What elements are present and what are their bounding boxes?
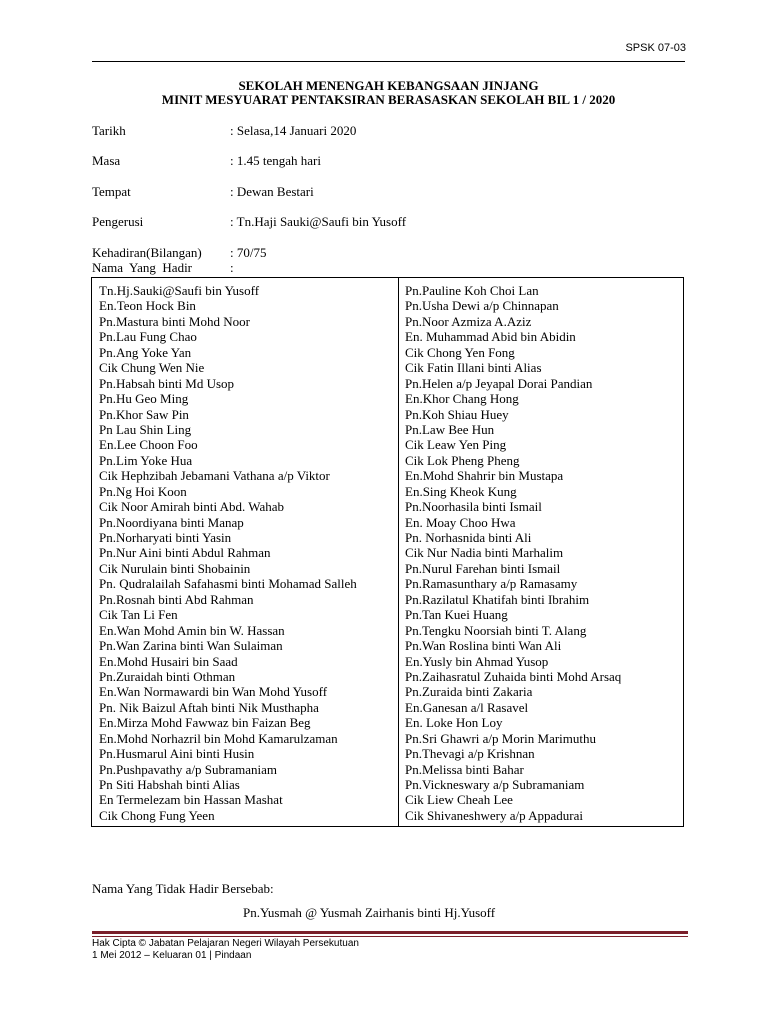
attendee-name: Pn.Pushpavathy a/p Subramaniam — [99, 761, 278, 777]
attendee-name: Pn.Rosnah binti Abd Rahman — [99, 591, 254, 607]
attendee-name: Pn.Khor Saw Pin — [99, 406, 189, 422]
attendee-name: Pn.Usha Dewi a/p Chinnapan — [405, 298, 559, 314]
pengerusi-value: : Tn.Haji Sauki@Saufi bin Yusoff — [230, 214, 407, 229]
attendee-name: Pn.Pauline Koh Choi Lan — [405, 283, 539, 298]
attendee-name: Cik Shivaneshwery a/p Appadurai — [405, 807, 583, 823]
tarikh-label: Tarikh — [92, 123, 126, 138]
attendee-name: Pn.Wan Zarina binti Wan Sulaiman — [99, 638, 283, 654]
attendee-name: Pn.Lim Yoke Hua — [99, 452, 193, 468]
attendance-table — [91, 277, 684, 827]
attendee-name: En.Lee Choon Foo — [99, 437, 198, 453]
school-title: SEKOLAH MENENGAH KEBANGSAAN JINJANG — [238, 78, 539, 93]
attendee-name: Pn.Razilatul Khatifah binti Ibrahim — [405, 591, 590, 607]
attendee-name: Tn.Hj.Sauki@Saufi bin Yusoff — [99, 283, 260, 298]
masa-label: Masa — [92, 153, 121, 168]
attendee-name: Cik Tan Li Fen — [99, 607, 178, 623]
attendee-name: Cik Leaw Yen Ping — [405, 437, 507, 453]
attendee-name: Pn.Ang Yoke Yan — [99, 344, 192, 360]
attendance-column-left — [92, 278, 399, 826]
attendee-name: En.Mohd Shahrir bin Mustapa — [405, 468, 564, 484]
attendee-name: Pn.Lau Fung Chao — [99, 329, 197, 345]
attendee-name: En.Mirza Mohd Fawwaz bin Faizan Beg — [99, 715, 311, 731]
attendee-name: Pn. Nik Baizul Aftah binti Nik Musthapha — [99, 699, 319, 715]
attendee-name: Pn.Thevagi a/p Krishnan — [405, 746, 535, 762]
attendee-name: Pn.Melissa binti Bahar — [405, 761, 524, 777]
attendee-name: En.Mohd Husairi bin Saad — [99, 653, 238, 669]
attendee-name: En.Ganesan a/l Rasavel — [405, 699, 529, 715]
attendee-name: Cik Chong Fung Yeen — [99, 807, 215, 823]
attendee-name: Pn.Norharyati binti Yasin — [99, 530, 232, 545]
attendee-name: Cik Nurulain binti Shobainin — [99, 560, 251, 576]
attendee-name: En.Wan Normawardi bin Wan Mohd Yusoff — [99, 684, 328, 700]
attendee-name: En. Loke Hon Loy — [405, 715, 503, 731]
meta-pengerusi — [92, 215, 406, 229]
attendee-name: En Termelezam bin Hassan Mashat — [99, 792, 283, 808]
copyright-line: Hak Cipta © Jabatan Pelajaran Negeri Wilayah Persekutuan — [92, 938, 359, 949]
footer-rule — [92, 931, 688, 934]
attendee-name: En.Sing Kheok Kung — [405, 483, 517, 499]
attendee-name: Pn.Husmarul Aini binti Husin — [99, 746, 255, 762]
attendee-name: Cik Nur Nadia binti Marhalim — [405, 545, 564, 561]
attendee-name: Cik Noor Amirah binti Abd. Wahab — [99, 499, 285, 515]
attendee-name: Cik Fatin Illani binti Alias — [405, 360, 542, 376]
pengerusi-label: Pengerusi — [92, 214, 144, 229]
attendee-name: Cik Hephzibah Jebamani Vathana a/p Viktor — [99, 468, 330, 484]
tarikh-value: : Selasa,14 Januari 2020 — [230, 123, 357, 138]
hadir-value: : — [230, 260, 234, 275]
attendee-name: Pn.Zuraidah binti Othman — [99, 668, 236, 684]
hadir-label: Nama Yang Hadir — [92, 260, 193, 275]
footer — [92, 938, 359, 962]
meta-tarikh — [92, 124, 356, 138]
attendee-name: Pn.Sri Ghawri a/p Morin Marimuthu — [405, 730, 597, 746]
attendance-column-right — [399, 278, 683, 826]
attendee-name: Pn.Mastura binti Mohd Noor — [99, 313, 250, 329]
attendee-name: Pn.Wan Roslina binti Wan Ali — [405, 638, 562, 654]
attendee-name: Pn.Nur Aini binti Abdul Rahman — [99, 545, 271, 561]
attendee-name: Pn.Noor Azmiza A.Aziz — [405, 313, 532, 329]
revision-line: 1 Mei 2012 – Keluaran 01 | Pindaan — [92, 950, 252, 961]
attendee-name: Pn Siti Habshah binti Alias — [99, 777, 240, 792]
footer-rule-thin — [92, 936, 688, 937]
attendee-name: Pn. Norhasnida binti Ali — [405, 530, 532, 545]
attendee-name: Pn.Habsah binti Md Usop — [99, 375, 235, 391]
attendee-name: Pn.Vickneswary a/p Subramaniam — [405, 777, 585, 792]
attendee-name: En.Mohd Norhazril bin Mohd Kamarulzaman — [99, 730, 338, 746]
attendee-name: En.Khor Chang Hong — [405, 391, 519, 407]
kehadiran-label: Kehadiran(Bilangan) — [92, 245, 202, 260]
attendee-name: Pn. Qudralailah Safahasmi binti Mohamad Salleh — [99, 576, 357, 592]
attendee-name: Pn.Ng Hoi Koon — [99, 483, 187, 499]
attendee-name: Pn.Noordiyana binti Manap — [99, 514, 244, 530]
header-rule — [92, 61, 685, 62]
masa-value: : 1.45 tengah hari — [230, 153, 321, 168]
meta-nama-hadir — [92, 261, 234, 275]
attendee-name: Cik Chong Yen Fong — [405, 344, 515, 360]
attendee-name: Pn.Law Bee Hun — [405, 421, 495, 437]
attendee-name: Cik Lok Pheng Pheng — [405, 452, 520, 468]
absent-label: Nama Yang Tidak Hadir Bersebab: — [92, 881, 274, 896]
meta-masa — [92, 154, 321, 168]
meta-kehadiran — [92, 246, 266, 260]
attendee-name: Pn Lau Shin Ling — [99, 421, 192, 437]
attendee-name: Cik Liew Cheah Lee — [405, 792, 513, 808]
attendee-name: En.Teon Hock Bin — [99, 298, 196, 314]
meeting-title: MINIT MESYUARAT PENTAKSIRAN BERASASKAN SEKOLAH BIL 1 / 2020 — [161, 92, 616, 107]
attendee-name: Pn.Hu Geo Ming — [99, 391, 189, 407]
attendee-name: Pn.Ramasunthary a/p Ramasamy — [405, 576, 578, 592]
tempat-value: : Dewan Bestari — [230, 184, 314, 199]
attendee-name: En. Muhammad Abid bin Abidin — [405, 329, 576, 345]
attendee-name: Pn.Tan Kuei Huang — [405, 607, 508, 623]
document-code: SPSK 07-03 — [625, 42, 686, 54]
absent-name: Pn.Yusmah @ Yusmah Zairhanis binti Hj.Yusoff — [243, 905, 496, 920]
attendee-name: Pn.Zuraida binti Zakaria — [405, 684, 533, 700]
kehadiran-value: : 70/75 — [230, 245, 267, 260]
meta-tempat — [92, 185, 314, 199]
attendee-name: En. Moay Choo Hwa — [405, 514, 516, 530]
attendee-name: Pn.Zaihasratul Zuhaida binti Mohd Arsaq — [405, 668, 622, 684]
attendee-name: Pn.Noorhasila binti Ismail — [405, 499, 542, 515]
attendee-name: Pn.Koh Shiau Huey — [405, 406, 509, 422]
attendee-name: Cik Chung Wen Nie — [99, 360, 205, 376]
tempat-label: Tempat — [92, 184, 131, 199]
attendee-name: En.Wan Mohd Amin bin W. Hassan — [99, 622, 285, 638]
attendee-name: Pn.Nurul Farehan binti Ismail — [405, 560, 561, 576]
attendee-name: Pn.Tengku Noorsiah binti T. Alang — [405, 622, 587, 638]
attendee-name: Pn.Helen a/p Jeyapal Dorai Pandian — [405, 375, 593, 391]
attendee-name: En.Yusly bin Ahmad Yusop — [405, 653, 549, 669]
